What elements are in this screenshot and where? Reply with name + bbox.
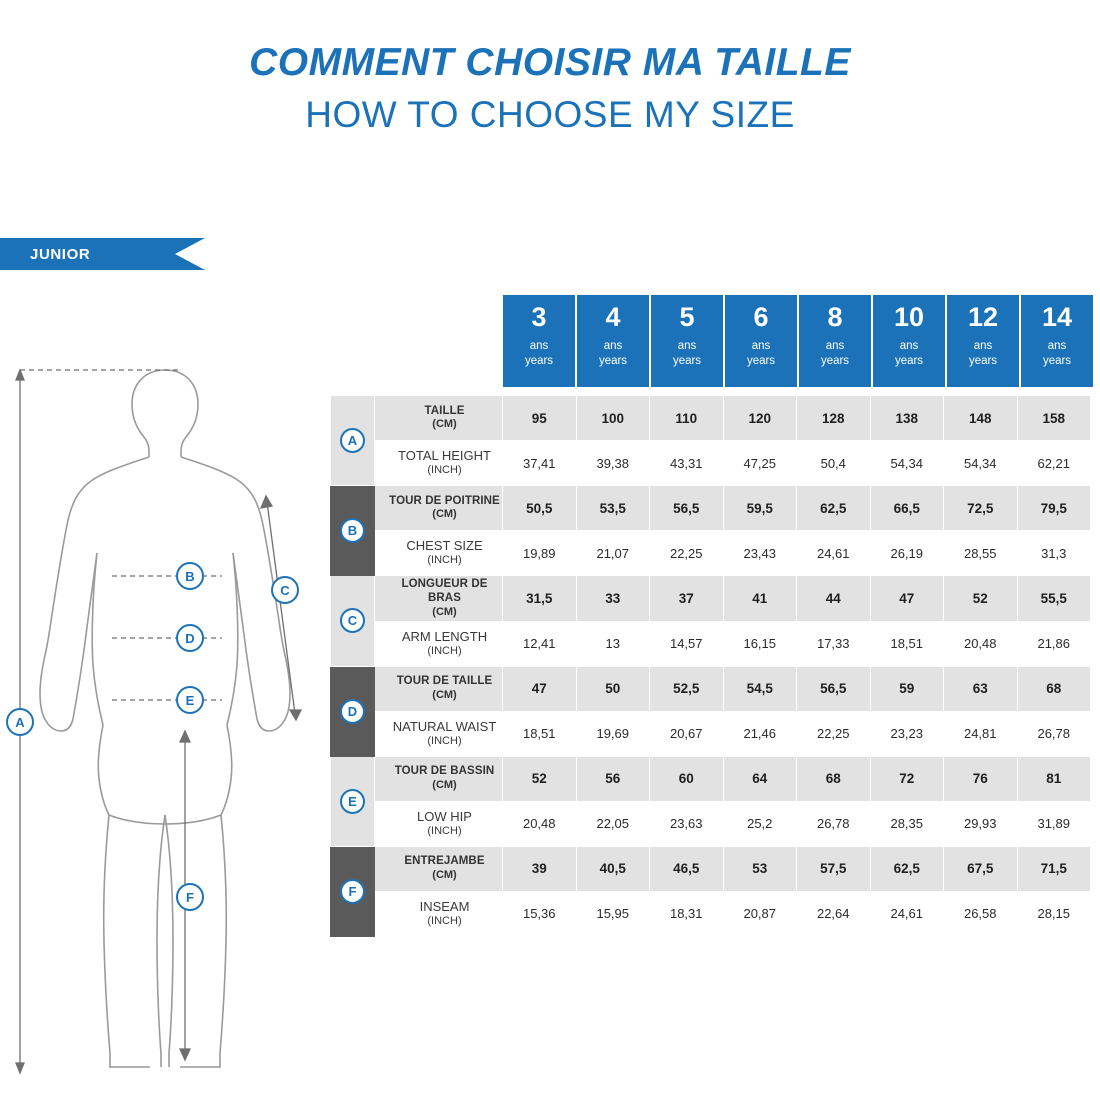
measurement-value-cm: 72 — [870, 756, 944, 801]
measurement-value-inch: 18,51 — [503, 711, 577, 756]
size-chip-unit-en: years — [524, 354, 554, 367]
svg-text:D: D — [185, 631, 195, 646]
letter-badge-icon: A — [340, 428, 365, 453]
measurement-name: LONGUEUR DE BRAS — [401, 578, 488, 605]
letter-badge-icon: B — [340, 518, 365, 543]
measurement-value-cm: 53,5 — [576, 486, 650, 531]
table-row — [331, 396, 1091, 441]
table-row — [331, 621, 1091, 666]
measurement-value-cm: 60 — [650, 756, 724, 801]
measurement-value-cm: 37 — [650, 576, 724, 622]
measurement-name: TAILLE — [424, 404, 465, 417]
size-chip-unit-fr: ans — [825, 340, 845, 353]
size-chip-number: 10 — [893, 302, 925, 332]
measurement-name: NATURAL WAIST — [392, 718, 497, 734]
size-chip-number: 3 — [531, 302, 547, 332]
measurement-value-inch: 22,25 — [797, 711, 871, 756]
measurement-label-en — [375, 891, 503, 936]
measurement-unit: (INCH) — [427, 644, 462, 657]
measurement-value-cm: 128 — [797, 396, 871, 441]
measurement-unit: (INCH) — [427, 734, 462, 747]
measurement-name: TOUR DE BASSIN — [394, 765, 495, 778]
table-row — [331, 801, 1091, 846]
measurement-label-fr — [375, 756, 503, 801]
measurement-unit: (INCH) — [427, 914, 462, 927]
measurement-value-inch: 24,61 — [797, 531, 871, 576]
measurement-label-fr — [375, 396, 503, 441]
measurement-unit: (CM) — [432, 418, 457, 431]
measurement-label-en — [375, 801, 503, 846]
measurement-value-inch: 29,93 — [944, 801, 1018, 846]
measurement-value-inch: 43,31 — [650, 441, 724, 486]
measurement-value-inch: 12,41 — [503, 621, 577, 666]
measurement-value-cm: 158 — [1017, 396, 1091, 441]
banner-label: JUNIOR — [30, 246, 91, 263]
svg-text:B: B — [185, 569, 195, 584]
category-banner — [0, 238, 205, 270]
measurement-unit: (INCH) — [427, 554, 462, 567]
measurement-value-cm: 71,5 — [1017, 846, 1091, 891]
measurement-name: TOUR DE TAILLE — [396, 675, 493, 688]
measurement-name: CHEST SIZE — [406, 538, 483, 553]
size-chip-unit-en: years — [672, 354, 702, 367]
measurement-value-cm: 47 — [503, 666, 577, 711]
measurement-value-cm: 138 — [870, 396, 944, 441]
measurement-value-inch: 15,95 — [576, 891, 650, 936]
measurement-label-fr — [375, 846, 503, 891]
measurement-letter-e — [331, 756, 375, 846]
measurement-value-inch: 26,58 — [944, 891, 1018, 936]
measurement-name: LOW HIP — [417, 808, 472, 824]
measurement-unit: (CM) — [432, 868, 457, 881]
measurement-value-cm: 52 — [944, 576, 1018, 622]
measurement-value-cm: 59,5 — [723, 486, 797, 531]
size-chip-number: 12 — [967, 302, 999, 332]
svg-text:C: C — [280, 583, 290, 598]
measurement-letter-f — [331, 846, 375, 936]
measurement-label-en — [375, 531, 503, 576]
measurement-value-cm: 62,5 — [797, 486, 871, 531]
measurement-name: TOUR DE POITRINE — [389, 494, 500, 507]
measurement-value-inch: 20,48 — [503, 801, 577, 846]
measurement-value-inch: 17,33 — [797, 621, 871, 666]
measurement-value-inch: 28,15 — [1017, 891, 1091, 936]
svg-text:E: E — [185, 693, 195, 708]
measurement-unit: (CM) — [432, 508, 457, 521]
measurement-value-inch: 23,63 — [650, 801, 724, 846]
measurement-value-inch: 19,89 — [503, 531, 577, 576]
measurement-letter-b — [331, 486, 375, 576]
measurement-value-cm: 148 — [944, 396, 1018, 441]
body-measurement-diagram — [0, 342, 330, 1082]
measurement-label-en — [375, 711, 503, 756]
measurement-value-inch: 28,55 — [944, 531, 1018, 576]
measurement-value-inch: 23,23 — [870, 711, 944, 756]
size-chip-unit-en: years — [598, 354, 628, 367]
measurement-value-cm: 100 — [576, 396, 650, 441]
measurement-value-cm: 50 — [576, 666, 650, 711]
measurement-unit: (INCH) — [427, 824, 462, 837]
measurement-value-cm: 33 — [576, 576, 650, 622]
measurement-value-cm: 63 — [944, 666, 1018, 711]
measurement-name: ENTREJAMBE — [404, 855, 485, 868]
svg-text:F: F — [186, 890, 194, 905]
measurement-value-cm: 79,5 — [1017, 486, 1091, 531]
measurement-value-cm: 46,5 — [650, 846, 724, 891]
page-title-fr: COMMENT CHOISIR MA TAILLE — [249, 41, 851, 84]
measurement-value-inch: 37,41 — [503, 441, 577, 486]
measurement-value-cm: 56,5 — [650, 486, 724, 531]
measurement-unit: (CM) — [432, 778, 457, 791]
measurement-value-inch: 21,07 — [576, 531, 650, 576]
measurement-label-fr — [375, 666, 503, 711]
size-chip-number: 14 — [1041, 302, 1073, 332]
page-title-en: HOW TO CHOOSE MY SIZE — [305, 93, 795, 135]
size-chip-unit-fr: ans — [1047, 340, 1067, 353]
measurement-value-cm: 62,5 — [870, 846, 944, 891]
size-chip-number: 4 — [605, 302, 621, 332]
measurement-value-cm: 56,5 — [797, 666, 871, 711]
letter-badge-icon: C — [340, 608, 365, 633]
measurement-value-cm: 53 — [723, 846, 797, 891]
size-chip-number: 5 — [679, 302, 695, 332]
banner-arrow-icon — [175, 238, 205, 270]
measurement-value-cm: 39 — [503, 846, 577, 891]
letter-badge-icon: E — [340, 789, 365, 814]
measurement-value-cm: 55,5 — [1017, 576, 1091, 622]
size-chip-8[interactable] — [799, 295, 871, 387]
size-chip-unit-en: years — [1042, 354, 1072, 367]
letter-badge-icon: D — [340, 699, 365, 724]
size-guide-page — [0, 42, 1100, 1100]
measurement-value-cm: 59 — [870, 666, 944, 711]
svg-text:A: A — [15, 715, 25, 730]
measurement-value-cm: 31,5 — [503, 576, 577, 622]
measurement-label-fr — [375, 576, 503, 622]
measurement-letter-d — [331, 666, 375, 756]
measurement-value-cm: 56 — [576, 756, 650, 801]
measurement-value-cm: 50,5 — [503, 486, 577, 531]
measurement-value-inch: 25,2 — [723, 801, 797, 846]
measurement-value-inch: 54,34 — [944, 441, 1018, 486]
measurement-value-cm: 40,5 — [576, 846, 650, 891]
measurement-value-cm: 68 — [1017, 666, 1091, 711]
size-chip-number: 8 — [827, 302, 843, 332]
measurement-value-cm: 76 — [944, 756, 1018, 801]
size-chip-6[interactable] — [725, 295, 797, 387]
measurement-value-inch: 13 — [576, 621, 650, 666]
measurement-value-cm: 68 — [797, 756, 871, 801]
size-chip-unit-fr: ans — [899, 340, 919, 353]
measurement-value-inch: 26,19 — [870, 531, 944, 576]
table-row — [331, 486, 1091, 531]
measurement-label-fr — [375, 486, 503, 531]
measurement-letter-a — [331, 396, 375, 486]
measurement-value-inch: 18,31 — [650, 891, 724, 936]
measurement-value-inch: 14,57 — [650, 621, 724, 666]
measurement-value-cm: 110 — [650, 396, 724, 441]
table-row — [331, 576, 1091, 622]
measurement-value-inch: 39,38 — [576, 441, 650, 486]
size-column-headers — [503, 295, 1093, 387]
size-chip-unit-fr: ans — [677, 340, 697, 353]
measurement-unit: (INCH) — [427, 464, 462, 477]
measurement-value-inch: 23,43 — [723, 531, 797, 576]
size-chip-unit-fr: ans — [751, 340, 771, 353]
table-row — [331, 891, 1091, 936]
measurement-name: ARM LENGTH — [401, 628, 488, 644]
measurement-unit: (CM) — [432, 688, 457, 701]
measurement-value-inch: 21,46 — [723, 711, 797, 756]
measurement-value-inch: 26,78 — [797, 801, 871, 846]
measurement-value-cm: 64 — [723, 756, 797, 801]
size-chip-4[interactable] — [577, 295, 649, 387]
measurement-label-en — [375, 441, 503, 486]
measurement-value-inch: 20,67 — [650, 711, 724, 756]
measurements-table — [330, 395, 1091, 937]
measurement-value-inch: 19,69 — [576, 711, 650, 756]
measurement-value-cm: 95 — [503, 396, 577, 441]
size-chip-unit-en: years — [820, 354, 850, 367]
letter-badge-icon: F — [340, 879, 365, 904]
measurement-name: INSEAM — [419, 898, 470, 914]
size-chip-unit-en: years — [746, 354, 776, 367]
measurement-value-inch: 20,87 — [723, 891, 797, 936]
measurement-value-cm: 47 — [870, 576, 944, 622]
measurement-value-inch: 47,25 — [723, 441, 797, 486]
measurement-letter-c — [331, 576, 375, 667]
measurement-value-inch: 50,4 — [797, 441, 871, 486]
measurement-name: TOTAL HEIGHT — [398, 448, 491, 463]
measurement-value-inch: 54,34 — [870, 441, 944, 486]
measurement-value-inch: 31,3 — [1017, 531, 1091, 576]
size-chip-12[interactable] — [947, 295, 1019, 387]
size-chip-unit-fr: ans — [603, 340, 623, 353]
table-row — [331, 441, 1091, 486]
size-chip-unit-fr: ans — [529, 340, 549, 353]
size-chip-unit-en: years — [968, 354, 998, 367]
size-chip-14[interactable] — [1021, 295, 1093, 387]
measurement-value-cm: 44 — [797, 576, 871, 622]
measurement-value-cm: 52,5 — [650, 666, 724, 711]
measurement-value-inch: 21,86 — [1017, 621, 1091, 666]
size-chip-5[interactable] — [651, 295, 723, 387]
measurement-unit: (CM) — [432, 605, 457, 618]
measurement-value-cm: 54,5 — [723, 666, 797, 711]
measurement-value-cm: 41 — [723, 576, 797, 622]
table-row — [331, 711, 1091, 756]
table-row — [331, 756, 1091, 801]
measurement-value-inch: 22,64 — [797, 891, 871, 936]
measurement-value-inch: 18,51 — [870, 621, 944, 666]
size-chip-3[interactable] — [503, 295, 575, 387]
measurements-table-wrap — [330, 395, 1090, 937]
measurement-value-inch: 22,25 — [650, 531, 724, 576]
size-chip-unit-en: years — [894, 354, 924, 367]
table-row — [331, 531, 1091, 576]
size-chip-10[interactable] — [873, 295, 945, 387]
table-row — [331, 666, 1091, 711]
measurement-value-inch: 62,21 — [1017, 441, 1091, 486]
measurement-value-inch: 22,05 — [576, 801, 650, 846]
measurement-value-cm: 52 — [503, 756, 577, 801]
measurement-value-cm: 66,5 — [870, 486, 944, 531]
measurement-value-cm: 72,5 — [944, 486, 1018, 531]
measurement-value-cm: 81 — [1017, 756, 1091, 801]
measurement-value-inch: 26,78 — [1017, 711, 1091, 756]
measurement-value-inch: 24,81 — [944, 711, 1018, 756]
measurement-value-cm: 120 — [723, 396, 797, 441]
measurement-value-cm: 67,5 — [944, 846, 1018, 891]
measurement-value-cm: 57,5 — [797, 846, 871, 891]
measurement-value-inch: 15,36 — [503, 891, 577, 936]
size-chip-unit-fr: ans — [973, 340, 993, 353]
measurement-value-inch: 20,48 — [944, 621, 1018, 666]
measurement-value-inch: 31,89 — [1017, 801, 1091, 846]
measurement-label-en — [375, 621, 503, 666]
measurement-value-inch: 16,15 — [723, 621, 797, 666]
table-row — [331, 846, 1091, 891]
size-chip-number: 6 — [753, 302, 769, 332]
measurement-value-inch: 28,35 — [870, 801, 944, 846]
measurement-value-inch: 24,61 — [870, 891, 944, 936]
